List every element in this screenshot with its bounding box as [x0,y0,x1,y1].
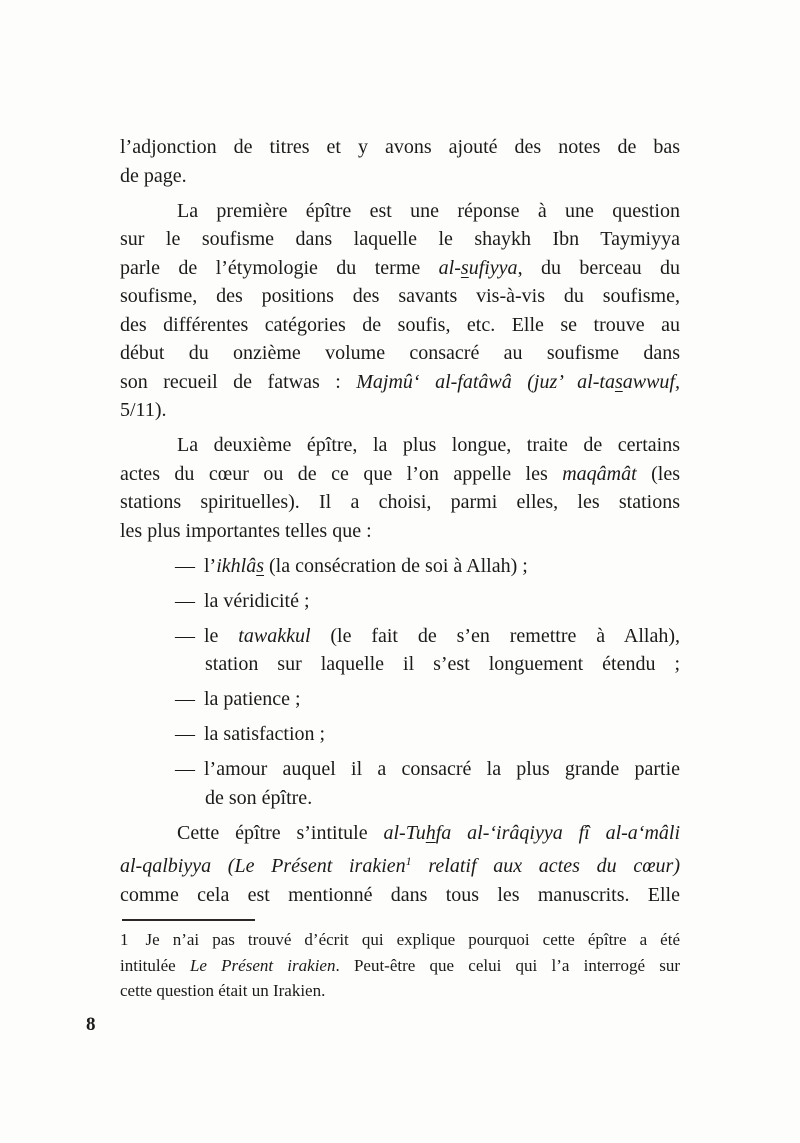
list-dash: — [175,624,195,647]
text-line [205,650,680,679]
text-line [120,339,680,368]
text-line [175,587,680,616]
list-item [175,552,680,581]
text-line [175,720,680,749]
text-run: stations spirituelles). Il a choisi, parmi elles, les stations [120,491,680,513]
text-run: le [204,624,239,647]
text-line [120,488,680,517]
text-line [120,162,680,191]
text-line [175,755,680,784]
text-line [120,254,680,283]
text-line [120,133,680,162]
footnote-separator-rule [122,919,255,921]
text-run: soufisme, des positions des savants vis-à-vis du soufisme, [120,285,680,307]
list-dash: — [175,554,195,577]
text-run: début du onzième volume consacré au soufisme dans [120,342,680,364]
list-item [175,755,680,812]
text-run: Cette épître s’intitule [177,821,384,844]
text-block [120,133,680,909]
text-run: l’ [204,554,217,577]
text-run: station sur laquelle il s’est longuement étendu ; [205,653,680,675]
list-item [175,720,680,749]
italic-term: al- [438,256,461,279]
text-run: (les [636,462,680,485]
text-line [120,819,680,848]
footnote-text [120,927,680,1004]
text-run: intitulée [120,955,190,975]
text-line [120,927,680,953]
text-line [120,847,680,881]
text-run: , du berceau du [517,256,680,279]
text-line [120,368,680,397]
text-line [120,282,680,311]
text-run: (le fait de s’en remettre à Allah), [310,624,680,647]
text-run: l’amour auquel il a consacré la plus grande partie [204,758,680,780]
italic-term: maqâmât [562,462,637,485]
text-line [120,953,680,979]
paragraph [120,133,680,190]
text-run: de page. [120,164,187,187]
list-dash: — [175,758,195,780]
text-line [120,517,680,546]
italic-term: awwuf, [622,370,680,393]
italic-term: al-qalbiyya (Le Présent irakien [120,855,406,877]
text-run: . Peut-être que celui qui l’a interrogé sur [335,955,680,975]
text-run: la patience ; [204,688,301,710]
text-run: comme cela est mentionné dans tous les manuscrits. Elle [120,883,680,906]
text-run: parle de l’étymologie du terme [120,256,439,279]
text-line [120,311,680,340]
text-run: actes du cœur ou de ce que l’on appelle les [120,462,563,485]
text-run: des différentes catégories de soufis, etc. Elle se trouve au [120,313,680,336]
text-run: (la consécration de soi à Allah) ; [264,554,528,577]
text-line [175,552,680,581]
text-run: sur le soufisme dans laquelle le shaykh Ibn Taymiyya [120,228,680,250]
italic-term: relatif aux actes du cœur) [411,855,680,877]
italic-term: Le Présent irakien [189,955,336,975]
text-run: La deuxième épître, la plus longue, traite de certains [177,434,680,456]
footnote-marker: 1 [120,930,129,949]
list-dash: — [175,589,195,612]
list-item [175,587,680,616]
list-dash: — [175,723,195,745]
italic-term: ufiyya [468,256,518,279]
text-line [120,225,680,254]
text-line [120,978,680,1004]
text-run: les plus importantes telles que : [120,519,372,542]
page-number: 8 [86,1014,96,1035]
text-line [120,460,680,489]
list-item [175,622,680,679]
text-line [120,431,680,460]
italic-term: Majmû‘ al-fatâwâ (juz’ al-ta [356,370,615,393]
italic-term: tawakkul [238,624,311,647]
text-line [175,685,680,714]
text-run: La première épître est une réponse à une question [177,199,680,222]
italic-term-underlined: s [460,256,469,279]
text-run: Je n’ai pas trouvé d’écrit qui explique pourquoi cette épître a été [145,930,680,949]
text-run: 5/11). [120,399,167,421]
paragraph [120,197,680,425]
text-line [205,784,680,813]
text-line [120,396,680,425]
paragraph [120,431,680,545]
text-run: son recueil de fatwas : [120,370,357,393]
footnote-reference-superscript: 1 [405,854,412,868]
italic-term: ikhlâ [216,554,257,577]
paragraph [120,819,680,910]
italic-term-underlined: s [256,554,265,577]
text-run: l’adjonction de titres et y avons ajouté des notes de bas [120,136,680,158]
list-item [175,685,680,714]
italic-term: fa al-‘irâqiyya fî al-a‘mâli [435,821,680,844]
italic-term-underlined: h [425,821,436,844]
italic-term-underlined: s [614,370,623,393]
text-run: la véridicité ; [204,589,310,612]
text-line [120,881,680,910]
footnote [120,919,680,1004]
text-run: la satisfaction ; [204,723,326,745]
list-dash: — [175,688,195,710]
text-run: de son épître. [205,786,313,809]
text-line [120,197,680,226]
text-run: cette question était un Irakien. [120,981,326,1000]
text-line [175,622,680,651]
italic-term: al-Tu [383,821,426,844]
